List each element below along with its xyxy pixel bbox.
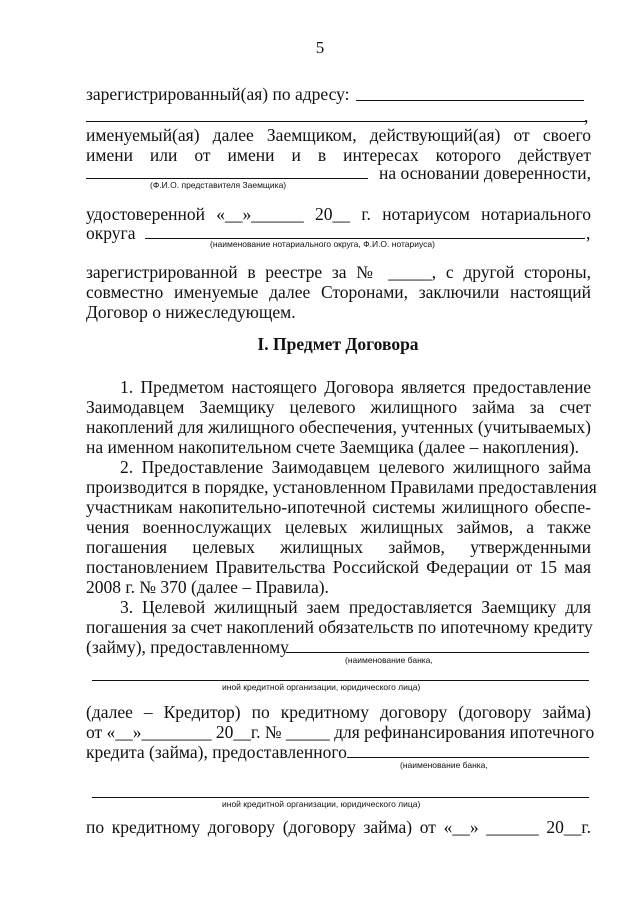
district-label: округа [86, 223, 136, 243]
para2-line-3: участникам накопительно-ипотечной системы жилищного обеспе- [86, 497, 591, 517]
last-line: по кредитному договору (договору займа) от «__» ______ 20__г. [86, 817, 591, 837]
comma-1: , [584, 106, 589, 126]
para3-line-3: (займу), предоставленному [86, 637, 289, 657]
para3-line-1: 3. Целевой жилищный заем предоставляется Заемщику для [120, 597, 591, 617]
para4-line-3: кредита (займа), предоставленного [86, 742, 347, 762]
creditor-blank-3 [347, 757, 589, 758]
para3-line-2: погашения за счет накоплений обязательств по ипотечному кредиту [86, 617, 593, 637]
parties-line: совместно именуемые далее Сторонами, заключили настоящий [86, 282, 591, 302]
borrower-text-1: именуемый(ая) далее Заемщиком, действующий(ая) от своего [86, 125, 591, 145]
borrower-text-2: имени или от имени и в интересах которого действует [86, 145, 591, 165]
para2-line-2: производится в порядке, установленном Правилами предоставления [86, 477, 597, 497]
address-label: зарегистрированный(ая) по адресу: [86, 84, 350, 104]
district-caption: (наименование нотариального округа, Ф.И.О. нотариуса) [210, 239, 435, 249]
representative-blank [86, 178, 368, 179]
creditor-blank-1 [286, 652, 589, 653]
section-title: I. Предмет Договора [257, 334, 419, 354]
para4-line-1: (далее – Кредитор) по кредитному договору (договору займа) [86, 702, 591, 722]
para2-line-6: постановлением Правительства Российской Федерации от 15 мая [86, 557, 591, 577]
power-of-attorney-text: на основании доверенности, [378, 163, 591, 183]
bank-caption-2: (наименование банка, [400, 760, 488, 770]
org-caption-1: иной кредитной организации, юридического лица) [222, 682, 421, 692]
address-line [86, 84, 591, 105]
para4-line-2: от «__»________ 20__г. № _____ для рефинансирования ипотечного [86, 722, 595, 742]
creditor-blank-4 [92, 797, 589, 798]
para1-line-1: 1. Предметом настоящего Договора является предоставление [120, 377, 591, 397]
para1-line-4: на именном накопительном счете Заемщика (далее – накопления). [86, 437, 580, 457]
para2-line-5: погашения целевых жилищных займов, утвержденными [86, 537, 591, 557]
address-blank-2 [86, 121, 586, 122]
org-caption-2: иной кредитной организации, юридического лица) [222, 799, 421, 809]
para2-line-7: 2008 г. № 370 (далее – Правила). [86, 577, 329, 597]
parties-line-2: Договор о нижеследующем. [86, 302, 296, 322]
para1-line-3: накоплений для жилищного обеспечения, учтенных (учитываемых) [86, 417, 591, 437]
certified-line: удостоверенной «__»______ 20__ г. нотариусом нотариального [86, 204, 591, 224]
creditor-blank-2 [92, 680, 589, 681]
bank-caption-1: (наименование банка, [345, 655, 433, 665]
page-number: 5 [315, 38, 325, 57]
address-blank [356, 100, 584, 101]
registry-line: зарегистрированной в реестре за № _____, с другой стороны, [86, 262, 591, 282]
comma-2: , [586, 223, 591, 243]
representative-caption: (Ф.И.О. представителя Заемщика) [150, 180, 287, 190]
para2-line-4: чения военнослужащих целевых жилищных займов, а также [86, 517, 591, 537]
para1-line-2: Заимодавцем Заемщику целевого жилищного займа за счет [86, 397, 591, 417]
para2-line-1: 2. Предоставление Заимодавцем целевого жилищного займа [120, 457, 591, 477]
